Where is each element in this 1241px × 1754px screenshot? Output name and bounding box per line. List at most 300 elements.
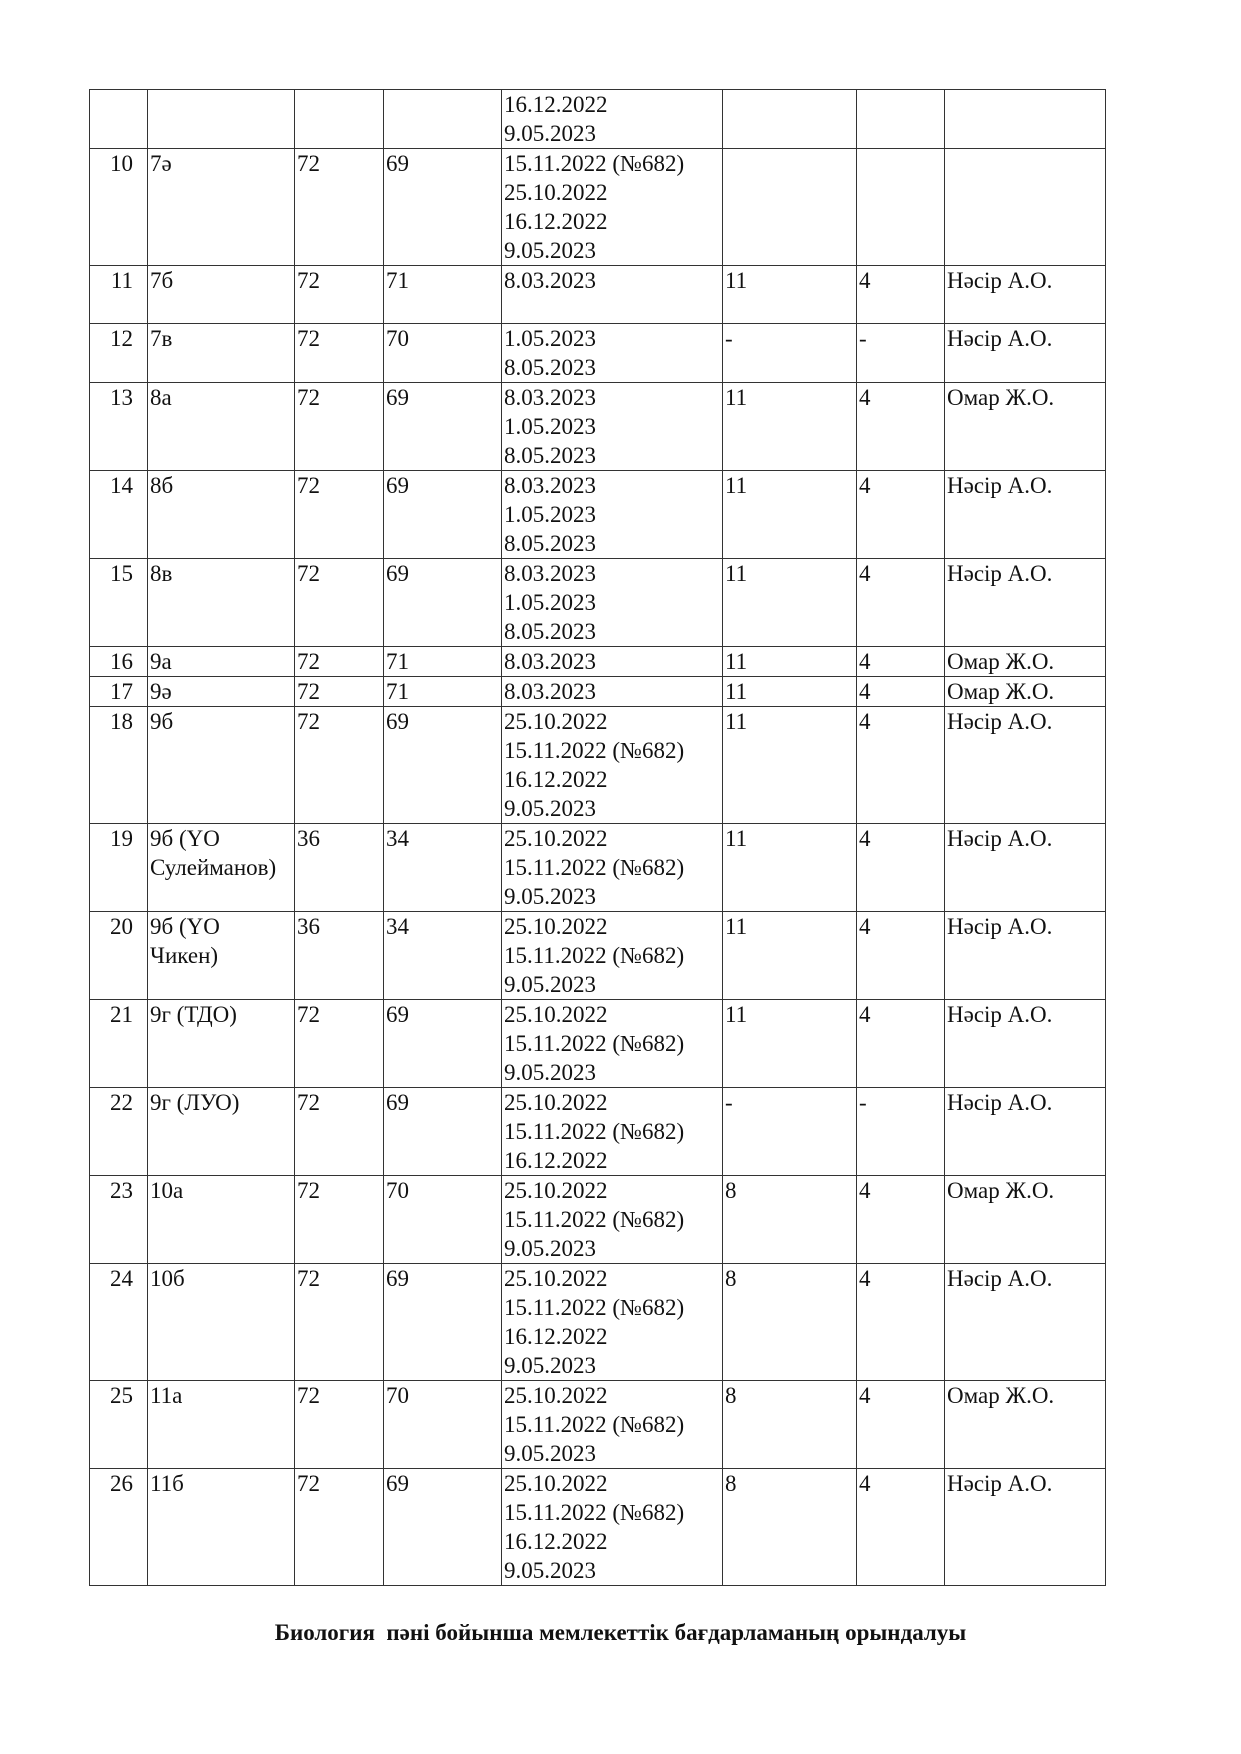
count-cell <box>723 1264 857 1381</box>
score-cell <box>857 677 945 707</box>
date-line: 15.11.2022 (№682) <box>504 1031 685 1056</box>
count-value: 11 <box>725 649 748 674</box>
row-number: 13 <box>110 385 133 410</box>
score-cell <box>857 824 945 912</box>
date-line: 16.12.2022 <box>504 1324 608 1349</box>
date-line: 8.05.2023 <box>504 443 596 468</box>
class-cell <box>148 471 295 559</box>
class-cell <box>148 149 295 266</box>
teacher-name: Нәсір А.О. <box>947 826 1053 851</box>
actual-hours: 34 <box>386 826 409 851</box>
planned-hours-cell <box>295 707 384 824</box>
date-line: 15.11.2022 (№682) <box>504 1119 685 1144</box>
count-value: 11 <box>725 1002 748 1027</box>
score-value: - <box>859 326 867 351</box>
date-line: 8.03.2023 <box>504 679 596 704</box>
count-value: 11 <box>725 473 748 498</box>
date-line: 25.10.2022 <box>504 1002 608 1027</box>
score-cell <box>857 1381 945 1469</box>
planned-hours-cell <box>295 471 384 559</box>
teacher-cell <box>945 324 1106 383</box>
date-line: 15.11.2022 (№682) <box>504 1500 685 1525</box>
planned-hours: 72 <box>297 473 320 498</box>
date-line: 9.05.2023 <box>504 238 596 263</box>
actual-hours: 69 <box>386 473 409 498</box>
actual-hours: 69 <box>386 1471 409 1496</box>
score-value: 4 <box>859 1383 871 1408</box>
count-cell <box>723 1381 857 1469</box>
row-number-cell <box>90 324 148 383</box>
planned-hours-cell <box>295 1381 384 1469</box>
planned-hours-cell <box>295 1176 384 1264</box>
dates-cell <box>502 677 723 707</box>
actual-hours: 71 <box>386 649 409 674</box>
teacher-name: Омар Ж.О. <box>947 1178 1055 1203</box>
dates-cell <box>502 1264 723 1381</box>
row-number: 20 <box>110 914 133 939</box>
count-cell <box>723 1469 857 1586</box>
score-cell <box>857 149 945 266</box>
planned-hours: 36 <box>297 826 320 851</box>
planned-hours-cell <box>295 1000 384 1088</box>
table-row <box>90 383 1106 471</box>
actual-hours-cell <box>384 149 502 266</box>
date-line: 9.05.2023 <box>504 972 596 997</box>
dates-cell <box>502 1176 723 1264</box>
class-cell <box>148 707 295 824</box>
class-name-line: 9а <box>150 649 172 674</box>
dates-cell <box>502 1381 723 1469</box>
row-number-cell <box>90 1000 148 1088</box>
planned-hours-cell <box>295 149 384 266</box>
actual-hours-cell <box>384 824 502 912</box>
date-line: 16.12.2022 <box>504 767 608 792</box>
dates-cell <box>502 90 723 149</box>
teacher-name: Омар Ж.О. <box>947 385 1055 410</box>
actual-hours-cell <box>384 90 502 149</box>
date-line: 15.11.2022 (№682) <box>504 1412 685 1437</box>
row-number-cell <box>90 383 148 471</box>
actual-hours: 70 <box>386 1178 409 1203</box>
class-name-line: Чикен) <box>150 943 219 968</box>
planned-hours-cell <box>295 912 384 1000</box>
count-value: 11 <box>725 268 748 293</box>
actual-hours-cell <box>384 1000 502 1088</box>
row-number-cell <box>90 707 148 824</box>
actual-hours: 69 <box>386 385 409 410</box>
actual-hours-cell <box>384 324 502 383</box>
score-value: 4 <box>859 679 871 704</box>
count-value: 8 <box>725 1471 737 1496</box>
teacher-cell <box>945 471 1106 559</box>
date-line: 16.12.2022 <box>504 1529 608 1554</box>
score-value: 4 <box>859 473 871 498</box>
planned-hours-cell <box>295 824 384 912</box>
table-row <box>90 1088 1106 1176</box>
planned-hours: 72 <box>297 561 320 586</box>
date-line: 1.05.2023 <box>504 414 596 439</box>
actual-hours-cell <box>384 647 502 677</box>
date-line: 8.03.2023 <box>504 268 596 293</box>
score-cell <box>857 471 945 559</box>
date-line: 25.10.2022 <box>504 1471 608 1496</box>
results-table <box>89 89 1106 1586</box>
teacher-name: Нәсір А.О. <box>947 473 1053 498</box>
actual-hours-cell <box>384 1381 502 1469</box>
actual-hours-cell <box>384 1469 502 1586</box>
table-row <box>90 1000 1106 1088</box>
count-value: - <box>725 1090 733 1115</box>
teacher-cell <box>945 707 1106 824</box>
planned-hours-cell <box>295 383 384 471</box>
score-value: 4 <box>859 649 871 674</box>
planned-hours-cell <box>295 324 384 383</box>
score-cell <box>857 266 945 324</box>
count-value: 8 <box>725 1266 737 1291</box>
teacher-name: Омар Ж.О. <box>947 679 1055 704</box>
count-cell <box>723 149 857 266</box>
actual-hours-cell <box>384 677 502 707</box>
date-line: 8.03.2023 <box>504 473 596 498</box>
class-name-line: 11а <box>150 1383 183 1408</box>
date-line: 25.10.2022 <box>504 914 608 939</box>
table-row <box>90 647 1106 677</box>
score-cell <box>857 90 945 149</box>
class-name-line: 9б <box>150 709 174 734</box>
teacher-cell <box>945 90 1106 149</box>
table-row <box>90 677 1106 707</box>
teacher-name: Нәсір А.О. <box>947 1471 1053 1496</box>
planned-hours: 72 <box>297 385 320 410</box>
table-row <box>90 1381 1106 1469</box>
teacher-cell <box>945 559 1106 647</box>
class-name-line: 11б <box>150 1471 184 1496</box>
table-row <box>90 912 1106 1000</box>
teacher-cell <box>945 383 1106 471</box>
score-cell <box>857 912 945 1000</box>
teacher-name: Нәсір А.О. <box>947 1266 1053 1291</box>
actual-hours-cell <box>384 1088 502 1176</box>
actual-hours-cell <box>384 1264 502 1381</box>
score-value: 4 <box>859 1266 871 1291</box>
date-line: 25.10.2022 <box>504 1266 608 1291</box>
actual-hours: 71 <box>386 679 409 704</box>
score-cell <box>857 1176 945 1264</box>
dates-cell <box>502 559 723 647</box>
table-body <box>90 90 1106 1586</box>
row-number-cell <box>90 647 148 677</box>
date-line: 9.05.2023 <box>504 1353 596 1378</box>
planned-hours-cell <box>295 647 384 677</box>
count-cell <box>723 90 857 149</box>
actual-hours-cell <box>384 266 502 324</box>
date-line: 8.05.2023 <box>504 619 596 644</box>
row-number-cell <box>90 471 148 559</box>
row-number: 15 <box>110 561 133 586</box>
class-cell <box>148 1381 295 1469</box>
score-value: 4 <box>859 914 871 939</box>
table-row <box>90 1176 1106 1264</box>
actual-hours-cell <box>384 383 502 471</box>
teacher-cell <box>945 824 1106 912</box>
date-line: 25.10.2022 <box>504 1383 608 1408</box>
teacher-name: Нәсір А.О. <box>947 561 1053 586</box>
row-number: 10 <box>110 151 133 176</box>
count-value: 8 <box>725 1383 737 1408</box>
row-number-cell <box>90 266 148 324</box>
class-name-line: 8б <box>150 473 174 498</box>
teacher-name: Нәсір А.О. <box>947 914 1053 939</box>
actual-hours-cell <box>384 1176 502 1264</box>
class-name-line: 9г (ЛУО) <box>150 1090 240 1115</box>
count-value: 11 <box>725 561 748 586</box>
dates-cell <box>502 1469 723 1586</box>
date-line: 9.05.2023 <box>504 1558 596 1583</box>
date-line: 16.12.2022 <box>504 1148 608 1173</box>
class-name-line: 10б <box>150 1266 185 1291</box>
planned-hours: 72 <box>297 1090 320 1115</box>
actual-hours: 71 <box>386 268 409 293</box>
date-line: 9.05.2023 <box>504 1236 596 1261</box>
date-line: 1.05.2023 <box>504 502 596 527</box>
count-cell <box>723 471 857 559</box>
score-cell <box>857 647 945 677</box>
score-cell <box>857 324 945 383</box>
class-name-line: 9г (ТДО) <box>150 1002 237 1027</box>
teacher-cell <box>945 912 1106 1000</box>
score-value: 4 <box>859 1178 871 1203</box>
teacher-name: Нәсір А.О. <box>947 326 1053 351</box>
row-number: 11 <box>110 268 133 293</box>
class-cell <box>148 1176 295 1264</box>
class-name-line: 9б (ҮО <box>150 914 220 939</box>
planned-hours: 72 <box>297 1002 320 1027</box>
class-cell <box>148 1264 295 1381</box>
date-line: 16.12.2022 <box>504 92 608 117</box>
score-cell <box>857 1264 945 1381</box>
table-row <box>90 559 1106 647</box>
date-line: 16.12.2022 <box>504 209 608 234</box>
planned-hours: 72 <box>297 709 320 734</box>
planned-hours-cell <box>295 1088 384 1176</box>
dates-cell <box>502 647 723 677</box>
date-line: 8.03.2023 <box>504 649 596 674</box>
dates-cell <box>502 383 723 471</box>
actual-hours: 69 <box>386 151 409 176</box>
date-line: 8.05.2023 <box>504 355 596 380</box>
count-cell <box>723 1176 857 1264</box>
date-line: 9.05.2023 <box>504 1060 596 1085</box>
row-number: 22 <box>110 1090 133 1115</box>
date-line: 9.05.2023 <box>504 884 596 909</box>
table-row <box>90 266 1106 324</box>
teacher-cell <box>945 1088 1106 1176</box>
table-row <box>90 90 1106 149</box>
row-number: 14 <box>110 473 133 498</box>
row-number: 23 <box>110 1178 133 1203</box>
date-line: 25.10.2022 <box>504 1178 608 1203</box>
class-name-line: 8в <box>150 561 173 586</box>
actual-hours: 69 <box>386 1266 409 1291</box>
dates-cell <box>502 149 723 266</box>
actual-hours: 69 <box>386 709 409 734</box>
score-value: 4 <box>859 1471 871 1496</box>
row-number-cell <box>90 149 148 266</box>
class-name-line: Сулейманов) <box>150 855 277 880</box>
score-value: 4 <box>859 826 871 851</box>
count-cell <box>723 647 857 677</box>
class-cell <box>148 559 295 647</box>
class-cell <box>148 324 295 383</box>
class-cell <box>148 1088 295 1176</box>
date-line: 15.11.2022 (№682) <box>504 855 685 880</box>
row-number: 24 <box>110 1266 133 1291</box>
date-line: 25.10.2022 <box>504 1090 608 1115</box>
count-cell <box>723 266 857 324</box>
class-name-line: 9ә <box>150 679 172 704</box>
date-line: 9.05.2023 <box>504 121 596 146</box>
date-line: 9.05.2023 <box>504 796 596 821</box>
class-cell <box>148 647 295 677</box>
table-row <box>90 1469 1106 1586</box>
date-line: 15.11.2022 (№682) <box>504 738 685 763</box>
score-cell <box>857 1469 945 1586</box>
count-value: 11 <box>725 385 748 410</box>
planned-hours-cell <box>295 1469 384 1586</box>
score-value: 4 <box>859 561 871 586</box>
actual-hours: 70 <box>386 326 409 351</box>
date-line: 15.11.2022 (№682) <box>504 943 685 968</box>
date-line: 8.05.2023 <box>504 531 596 556</box>
class-cell <box>148 912 295 1000</box>
date-line: 25.10.2022 <box>504 180 608 205</box>
table-row <box>90 149 1106 266</box>
row-number: 18 <box>110 709 133 734</box>
teacher-name: Нәсір А.О. <box>947 268 1053 293</box>
teacher-name: Нәсір А.О. <box>947 709 1053 734</box>
dates-cell <box>502 1000 723 1088</box>
row-number: 12 <box>110 326 133 351</box>
class-cell <box>148 1000 295 1088</box>
table-row <box>90 707 1106 824</box>
count-cell <box>723 324 857 383</box>
row-number-cell <box>90 1469 148 1586</box>
score-value: - <box>859 1090 867 1115</box>
dates-cell <box>502 266 723 324</box>
planned-hours: 72 <box>297 268 320 293</box>
teacher-cell <box>945 647 1106 677</box>
row-number-cell <box>90 912 148 1000</box>
dates-cell <box>502 912 723 1000</box>
section-caption: Биология пәні бойынша мемлекеттік бағдарламаның орындалуы <box>274 1620 967 1645</box>
dates-cell <box>502 324 723 383</box>
teacher-cell <box>945 1469 1106 1586</box>
row-number-cell <box>90 90 148 149</box>
teacher-cell <box>945 1264 1106 1381</box>
score-value: 4 <box>859 268 871 293</box>
teacher-cell <box>945 266 1106 324</box>
planned-hours: 72 <box>297 151 320 176</box>
class-name-line: 9б (ҮО <box>150 826 220 851</box>
planned-hours-cell <box>295 1264 384 1381</box>
date-line: 8.03.2023 <box>504 561 596 586</box>
planned-hours: 72 <box>297 679 320 704</box>
planned-hours-cell <box>295 559 384 647</box>
count-cell <box>723 559 857 647</box>
date-line: 25.10.2022 <box>504 709 608 734</box>
planned-hours: 72 <box>297 649 320 674</box>
score-cell <box>857 707 945 824</box>
count-cell <box>723 1000 857 1088</box>
teacher-name: Нәсір А.О. <box>947 1002 1053 1027</box>
class-cell <box>148 90 295 149</box>
table-row <box>90 471 1106 559</box>
actual-hours: 70 <box>386 1383 409 1408</box>
actual-hours-cell <box>384 559 502 647</box>
date-line: 1.05.2023 <box>504 326 596 351</box>
class-cell <box>148 266 295 324</box>
score-cell <box>857 1088 945 1176</box>
actual-hours: 69 <box>386 1090 409 1115</box>
class-name-line: 7б <box>150 268 174 293</box>
class-cell <box>148 824 295 912</box>
score-value: 4 <box>859 1002 871 1027</box>
row-number-cell <box>90 1264 148 1381</box>
date-line: 15.11.2022 (№682) <box>504 1207 685 1232</box>
planned-hours-cell <box>295 677 384 707</box>
date-line: 25.10.2022 <box>504 826 608 851</box>
table-row <box>90 824 1106 912</box>
date-line: 1.05.2023 <box>504 590 596 615</box>
count-cell <box>723 824 857 912</box>
teacher-cell <box>945 1176 1106 1264</box>
teacher-name: Омар Ж.О. <box>947 1383 1055 1408</box>
planned-hours: 72 <box>297 1471 320 1496</box>
count-cell <box>723 677 857 707</box>
count-value: - <box>725 326 733 351</box>
planned-hours: 72 <box>297 1178 320 1203</box>
class-cell <box>148 1469 295 1586</box>
count-value: 11 <box>725 679 748 704</box>
dates-cell <box>502 707 723 824</box>
count-cell <box>723 1088 857 1176</box>
row-number: 19 <box>110 826 133 851</box>
teacher-cell <box>945 1000 1106 1088</box>
count-value: 11 <box>725 709 748 734</box>
actual-hours-cell <box>384 707 502 824</box>
date-line: 15.11.2022 (№682) <box>504 151 685 176</box>
planned-hours: 36 <box>297 914 320 939</box>
row-number: 17 <box>110 679 133 704</box>
count-cell <box>723 912 857 1000</box>
row-number-cell <box>90 1381 148 1469</box>
row-number-cell <box>90 1176 148 1264</box>
class-name-line: 7ә <box>150 151 172 176</box>
date-line: 15.11.2022 (№682) <box>504 1295 685 1320</box>
class-name-line: 7в <box>150 326 173 351</box>
score-cell <box>857 559 945 647</box>
teacher-name: Нәсір А.О. <box>947 1090 1053 1115</box>
actual-hours-cell <box>384 471 502 559</box>
row-number-cell <box>90 559 148 647</box>
row-number-cell <box>90 1088 148 1176</box>
table-row <box>90 324 1106 383</box>
table-row <box>90 1264 1106 1381</box>
class-name-line: 10а <box>150 1178 184 1203</box>
score-value: 4 <box>859 709 871 734</box>
count-cell <box>723 707 857 824</box>
date-line: 9.05.2023 <box>504 1441 596 1466</box>
